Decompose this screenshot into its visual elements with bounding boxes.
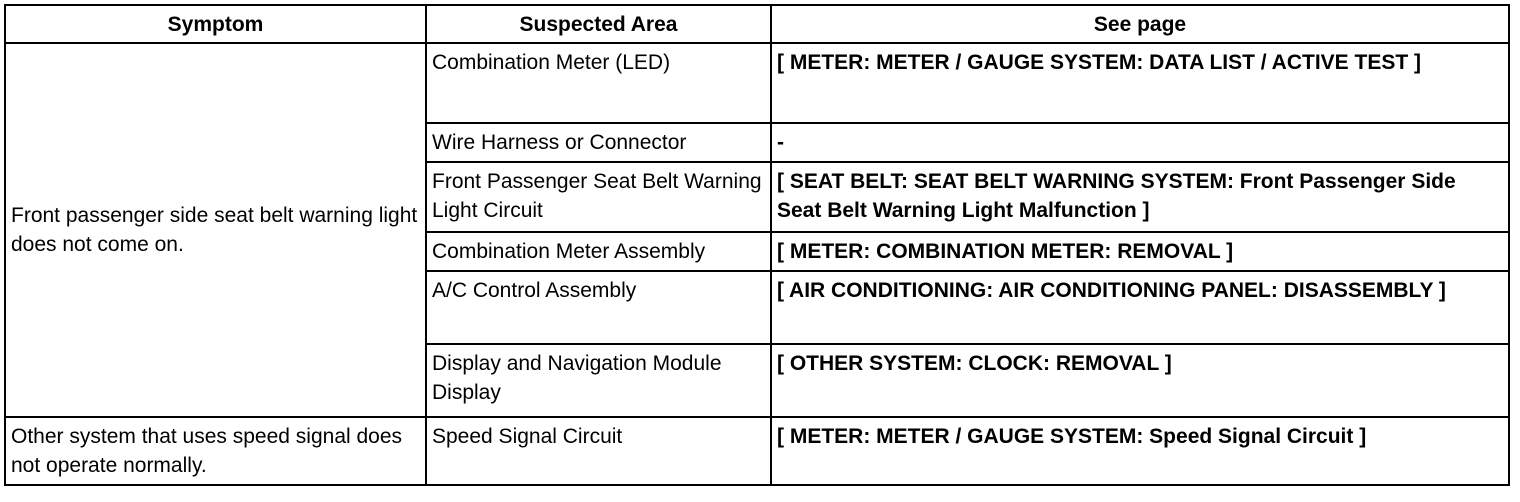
suspected-area-cell: Combination Meter (LED)	[426, 43, 771, 123]
see-page-link[interactable]: [ AIR CONDITIONING: AIR CONDITIONING PANEL: DISASSEMBLY ]	[771, 271, 1509, 344]
see-page-link[interactable]: [ METER: METER / GAUGE SYSTEM: DATA LIST / ACTIVE TEST ]	[771, 43, 1509, 123]
suspected-area-cell: Speed Signal Circuit	[426, 417, 771, 485]
header-suspected-area: Suspected Area	[426, 5, 771, 43]
see-page-cell: -	[771, 123, 1509, 162]
troubleshooting-table-wrapper	[4, 4, 1510, 486]
header-see-page: See page	[771, 5, 1509, 43]
suspected-area-cell: Front Passenger Seat Belt Warning Light Circuit	[426, 162, 771, 232]
suspected-area-cell: Display and Navigation Module Display	[426, 344, 771, 417]
table-row	[5, 417, 1509, 485]
troubleshooting-table	[4, 4, 1510, 486]
symptom-cell: Front passenger side seat belt warning light does not come on.	[5, 43, 426, 417]
see-page-link[interactable]: [ OTHER SYSTEM: CLOCK: REMOVAL ]	[771, 344, 1509, 417]
header-row	[5, 5, 1509, 43]
table-row	[5, 43, 1509, 123]
symptom-cell: Other system that uses speed signal does not operate normally.	[5, 417, 426, 485]
suspected-area-cell: Combination Meter Assembly	[426, 232, 771, 271]
header-symptom: Symptom	[5, 5, 426, 43]
suspected-area-cell: Wire Harness or Connector	[426, 123, 771, 162]
see-page-link[interactable]: [ METER: COMBINATION METER: REMOVAL ]	[771, 232, 1509, 271]
suspected-area-cell: A/C Control Assembly	[426, 271, 771, 344]
see-page-link[interactable]: [ METER: METER / GAUGE SYSTEM: Speed Signal Circuit ]	[771, 417, 1509, 485]
see-page-link[interactable]: [ SEAT BELT: SEAT BELT WARNING SYSTEM: Front Passenger Side Seat Belt Warning Light Malfunction ]	[771, 162, 1509, 232]
